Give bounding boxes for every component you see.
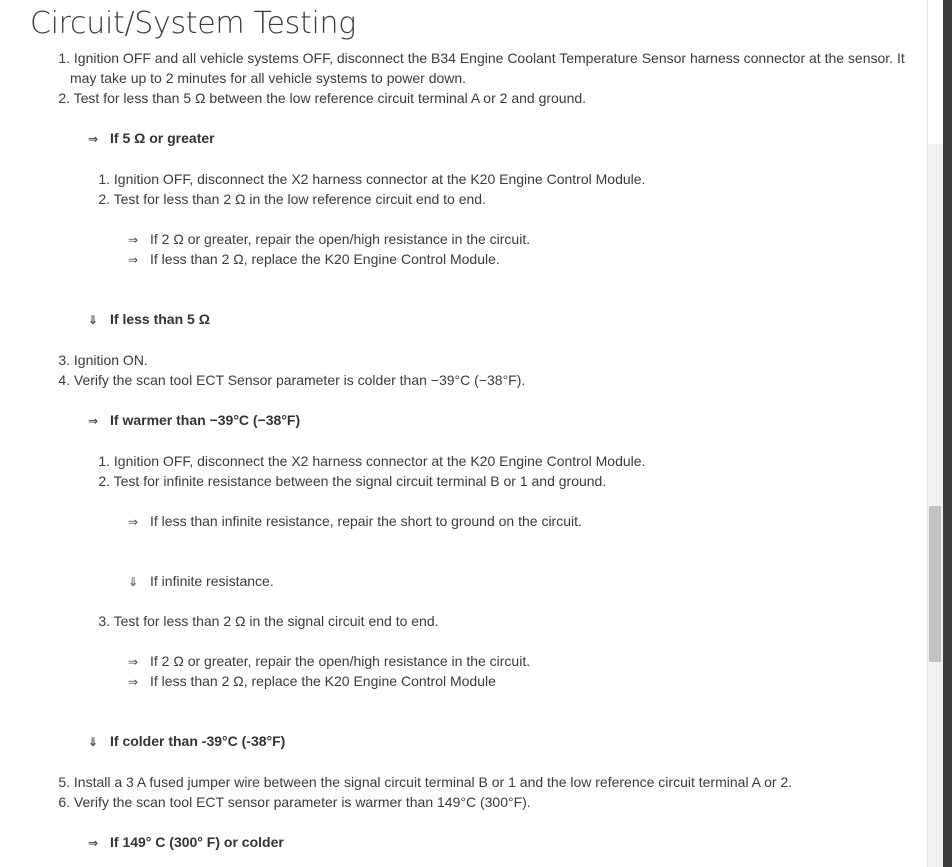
- right-arrow-icon: ⇒: [88, 132, 99, 146]
- step-5: [55, 772, 792, 792]
- step-text: Test for less than 5 Ω between the low reference circuit terminal A or 2 and ground.: [73, 90, 587, 106]
- result-text: If less than infinite resistance, repair the short to ground on the circuit.: [150, 513, 582, 529]
- down-arrow-icon: ⇓: [88, 313, 99, 327]
- result-label: If colder than -39°C (-38°F): [110, 733, 286, 749]
- result-if-colder-than-minus-39: [88, 731, 285, 752]
- substep-4-1: [94, 451, 645, 471]
- result-2-ohm-or-greater: [128, 651, 530, 672]
- right-arrow-icon: ⇒: [88, 414, 99, 428]
- result-less-than-2-ohm: [128, 671, 496, 692]
- step-4: [55, 370, 525, 390]
- substep-number: 3.: [98, 613, 110, 629]
- substep-text: Ignition OFF, disconnect the X2 harness connector at the K20 Engine Control Module.: [113, 453, 646, 469]
- result-text: If infinite resistance.: [150, 573, 274, 589]
- step-text: Install a 3 A fused jumper wire between the signal circuit terminal B or 1 and the low reference circuit terminal A or 2.: [73, 774, 793, 790]
- substep-4-2: [94, 471, 606, 491]
- result-less-than-infinite: [128, 511, 582, 532]
- step-3: [55, 350, 148, 370]
- result-label: If 5 Ω or greater: [110, 130, 215, 146]
- result-2-ohm-or-greater: [128, 229, 530, 250]
- substep-2-1: [94, 169, 645, 189]
- result-text: If less than 2 Ω, replace the K20 Engine Control Module.: [150, 251, 500, 267]
- result-if-warmer-than-minus-39: [88, 410, 300, 431]
- step-6: [55, 792, 531, 812]
- step-number: 1.: [58, 50, 70, 66]
- substep-text: Ignition OFF, disconnect the X2 harness connector at the K20 Engine Control Module.: [113, 171, 646, 187]
- scrollbar-thumb[interactable]: [929, 506, 941, 662]
- right-arrow-icon: ⇒: [128, 253, 139, 267]
- substep-number: 1.: [98, 171, 110, 187]
- result-if-149-or-colder: [88, 832, 284, 853]
- step-number: 2.: [58, 90, 70, 106]
- right-arrow-icon: ⇒: [88, 836, 99, 850]
- substep-text: Test for less than 2 Ω in the signal circuit end to end.: [113, 613, 439, 629]
- result-label: If warmer than −39°C (−38°F): [110, 412, 301, 428]
- step-number: 6.: [58, 794, 70, 810]
- substep-number: 1.: [98, 453, 110, 469]
- step-number: 4.: [58, 372, 70, 388]
- result-if-5-ohm-or-greater: [88, 128, 215, 149]
- result-text: If less than 2 Ω, replace the K20 Engine Control Module: [150, 673, 496, 689]
- vertical-scrollbar[interactable]: [927, 0, 952, 867]
- step-1: [55, 48, 905, 68]
- substep-number: 2.: [98, 473, 110, 489]
- result-infinite-resistance: [128, 571, 274, 592]
- step-2: [55, 88, 586, 108]
- result-label: If 149° C (300° F) or colder: [110, 834, 284, 850]
- result-text: If 2 Ω or greater, repair the open/high resistance in the circuit.: [150, 653, 531, 669]
- down-arrow-icon: ⇓: [128, 575, 139, 589]
- step-1-continuation: may take up to 2 minutes for all vehicle systems to power down.: [70, 70, 467, 86]
- step-text: Ignition ON.: [73, 352, 148, 368]
- step-number: 3.: [58, 352, 70, 368]
- window-edge: [943, 0, 952, 867]
- result-text: If 2 Ω or greater, repair the open/high resistance in the circuit.: [150, 231, 531, 247]
- step-number: 5.: [58, 774, 70, 790]
- substep-4-3: [94, 611, 439, 631]
- substep-number: 2.: [98, 191, 110, 207]
- right-arrow-icon: ⇒: [128, 515, 139, 529]
- step-text: Verify the scan tool ECT sensor parameter is warmer than 149°C (300°F).: [73, 794, 531, 810]
- down-arrow-icon: ⇓: [88, 735, 99, 749]
- result-label: If less than 5 Ω: [110, 311, 210, 327]
- substep-text: Test for less than 2 Ω in the low reference circuit end to end.: [113, 191, 486, 207]
- right-arrow-icon: ⇒: [128, 675, 139, 689]
- right-arrow-icon: ⇒: [128, 655, 139, 669]
- right-arrow-icon: ⇒: [128, 233, 139, 247]
- step-text: Verify the scan tool ECT Sensor parameter is colder than −39°C (−38°F).: [73, 372, 526, 388]
- step-text: Ignition OFF and all vehicle systems OFF, disconnect the B34 Engine Coolant Temperature Sensor harness connector at the sensor. It: [73, 50, 905, 66]
- substep-2-2: [94, 189, 486, 209]
- substep-text: Test for infinite resistance between the signal circuit terminal B or 1 and ground.: [113, 473, 607, 489]
- scrollbar-track-top: [928, 0, 943, 144]
- page-title: Circuit/System Testing: [30, 6, 356, 41]
- result-less-than-2-ohm: [128, 249, 500, 270]
- result-if-less-than-5-ohm: [88, 309, 210, 330]
